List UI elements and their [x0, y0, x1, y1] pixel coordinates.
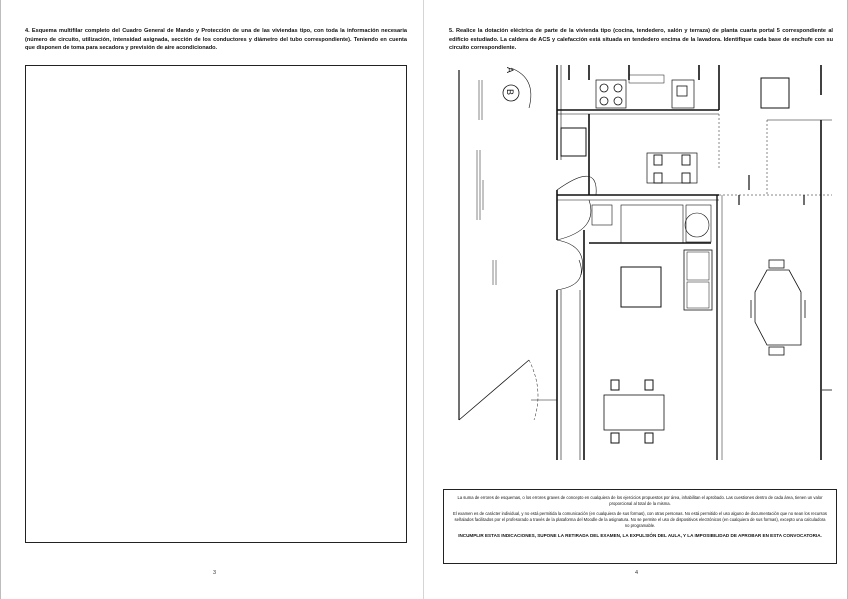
- note-1: La suma de errores de esquemas, o los errores graves de concepto en cualquiera de los ejercicios propuestos por área, inhabilitan el aprobado. Las cuestiones dentro de cada área, tienen un valor proporcional al total de la misma.: [457, 495, 823, 506]
- question-5-text: 5. Realice la dotación eléctrica de parte de la vivienda tipo (cocina, tendedero, salón y terraza) de planta cuarta portal 5 correspondiente al edificio estudiado. La caldera de ACS y calefacción está situada en tendedero encima de la lavadora. Identifique cada base de enchufe con su circuito correspondiente.: [449, 28, 833, 51]
- fridge: [561, 128, 586, 156]
- page-number: 4: [635, 570, 639, 576]
- plan-label-b: B: [505, 89, 515, 96]
- floor-plan: [449, 60, 832, 460]
- coffee-table: [621, 267, 661, 307]
- table-bottom: [604, 380, 664, 443]
- page-4: [424, 0, 848, 599]
- note-warning: INCUMPLIR ESTAS INDICACIONES, SUPONE LA RETIRADA DEL EXAMEN, LA EXPULSIÓN DEL AULA, Y LA IMPOSIBILIDAD DE APROBAR EN ESTA CONVOCATORIA.: [458, 533, 822, 538]
- wall-hatching: [477, 80, 496, 285]
- counter-box: [761, 78, 789, 108]
- table-top: [647, 153, 697, 183]
- washer: [685, 213, 709, 237]
- plan-label-a: A: [505, 67, 515, 74]
- question-4-text: 4. Esquema multifilar completo del Cuadro General de Mando y Protección de una de las viviendas tipo, con toda la información necesaria (número de circuito, utilización, intensidad asignada, sección de los conductores y diámetro del tubo correspondiente). Teniendo en cuenta que disponen de toma para secadora y previsión de aire acondicionado.: [25, 28, 407, 51]
- page-number: 3: [213, 570, 217, 576]
- cooktop: [596, 80, 626, 108]
- sink: [672, 80, 694, 108]
- laundry-box: [592, 205, 612, 225]
- note-2: El examen es de carácter individual, y no está permitida la comunicación (en cualquiera de sus formas), con otras personas. No está permitido el uso alguno de documentación que no sean los recursos señalados facilitados por el profesorado a través de la plataforma del Moodle de la asignatura. No se permite el uso de dispositivos electrónicos (en cualquiera de sus formas), excepto una calculadora no programable.: [452, 511, 828, 528]
- answer-box[interactable]: [25, 65, 407, 543]
- table-right: [751, 260, 805, 355]
- exam-notes-box: [443, 489, 837, 564]
